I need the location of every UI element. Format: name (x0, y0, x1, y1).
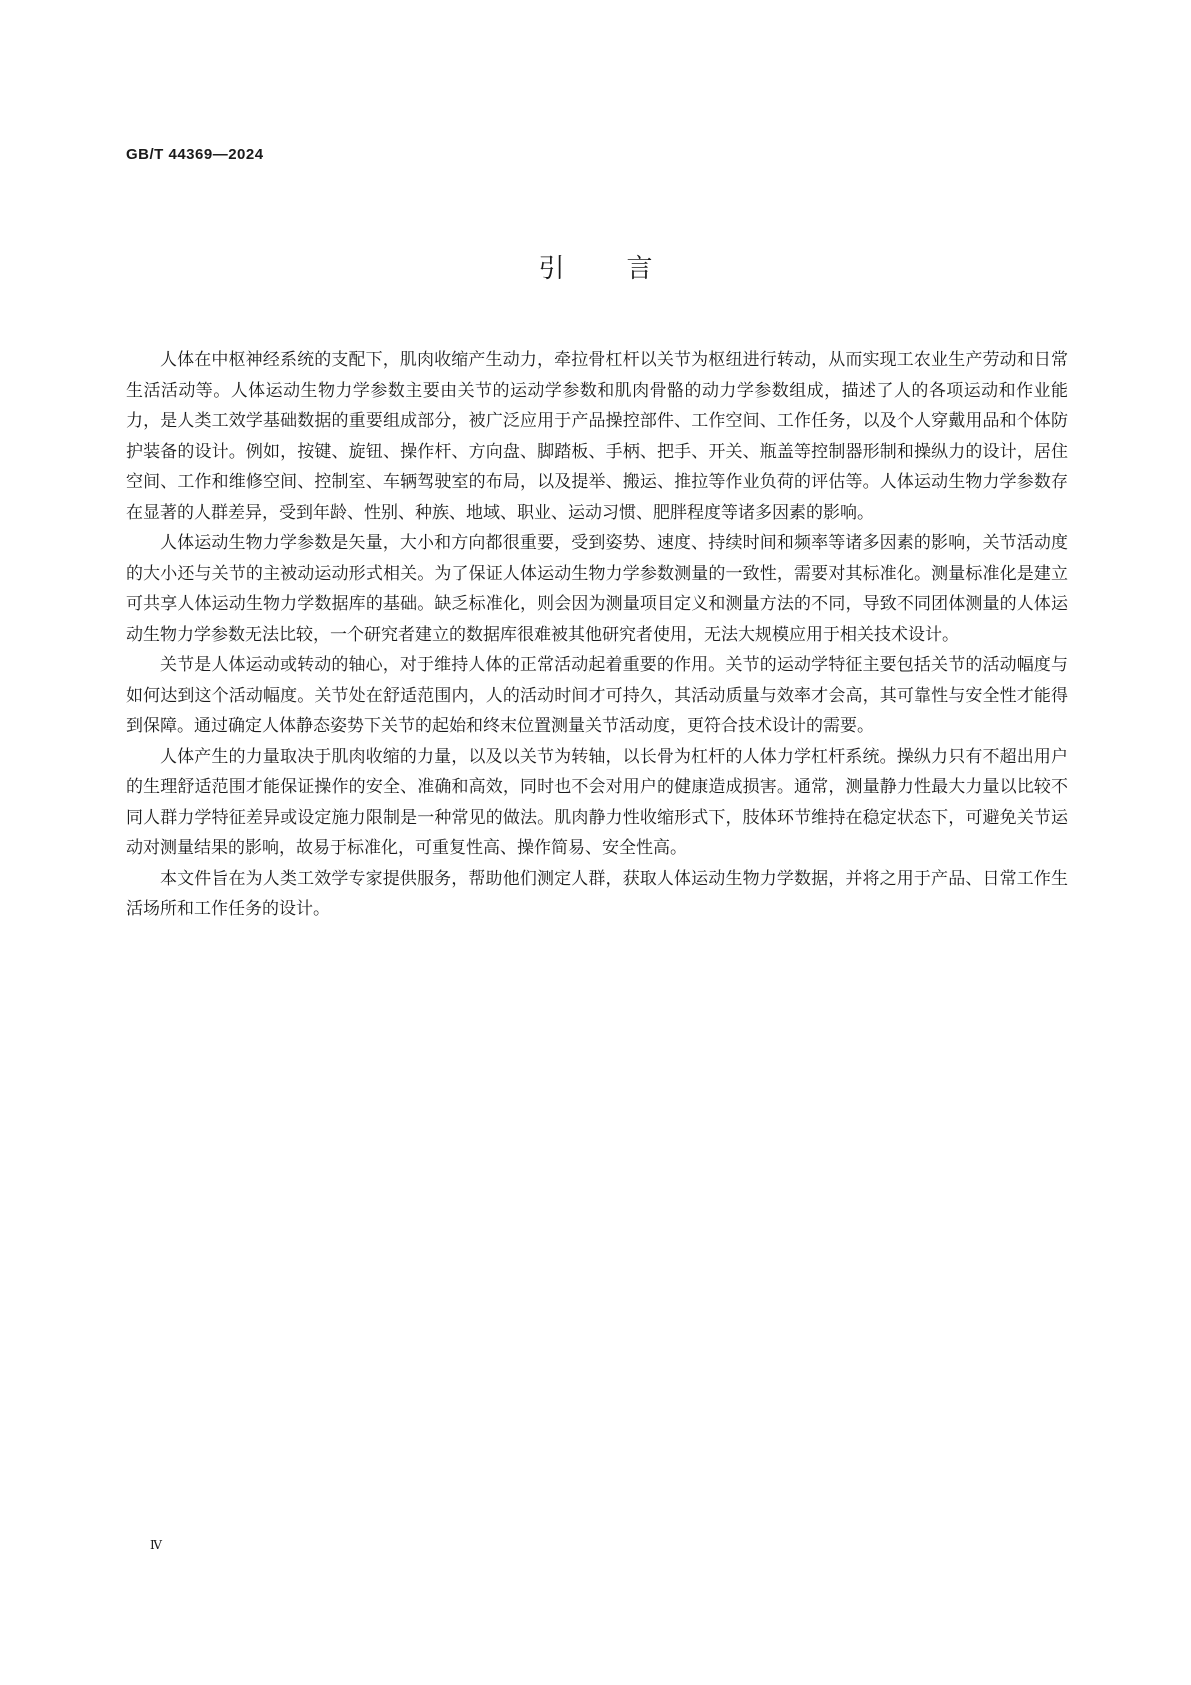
standard-code: GB/T 44369—2024 (126, 146, 264, 163)
page-number: Ⅳ (150, 1538, 162, 1552)
paragraph-2: 人体运动生物力学参数是矢量，大小和方向都很重要，受到姿势、速度、持续时间和频率等诸多因素的影响，关节活动度的大小还与关节的主被动运动形式相关。为了保证人体运动生物力学参数测量的一致性，需要对其标准化。测量标准化是建立可共享人体运动生物力学数据库的基础。缺乏标准化，则会因为测量项目定义和测量方法的不同，导致不同团体测量的人体运动生物力学参数无法比较，一个研究者建立的数据库很难被其他研究者使用，无法大规模应用于相关技术设计。 (126, 533, 1068, 645)
introduction-body (126, 345, 1068, 925)
paragraph-3: 关节是人体运动或转动的轴心，对于维持人体的正常活动起着重要的作用。关节的运动学特征主要包括关节的活动幅度与如何达到这个活动幅度。关节处在舒适范围内，人的活动时间才可持久，其活动质量与效率才会高，其可靠性与安全性才能得到保障。通过确定人体静态姿势下关节的起始和终末位置测量关节活动度，更符合技术设计的需要。 (126, 655, 1068, 736)
page-title: 引言 (538, 254, 715, 284)
paragraph-4: 人体产生的力量取决于肌肉收缩的力量，以及以关节为转轴，以长骨为杠杆的人体力学杠杆系统。操纵力只有不超出用户的生理舒适范围才能保证操作的安全、准确和高效，同时也不会对用户的健康造成损害。通常，测量静力性最大力量以比较不同人群力学特征差异或设定施力限制是一种常见的做法。肌肉静力性收缩形式下，肢体环节维持在稳定状态下，可避免关节运动对测量结果的影响，故易于标准化，可重复性高、操作简易、安全性高。 (126, 746, 1068, 858)
paragraph-1: 人体在中枢神经系统的支配下，肌肉收缩产生动力，牵拉骨杠杆以关节为枢纽进行转动，从而实现工农业生产劳动和日常生活活动等。人体运动生物力学参数主要由关节的运动学参数和肌肉骨骼的动力学参数组成，描述了人的各项运动和作业能力，是人类工效学基础数据的重要组成部分，被广泛应用于产品操控部件、工作空间、工作任务，以及个人穿戴用品和个体防护装备的设计。例如，按键、旋钮、操作杆、方向盘、脚踏板、手柄、把手、开关、瓶盖等控制器形制和操纵力的设计，居住空间、工作和维修空间、控制室、车辆驾驶室的布局，以及提举、搬运、推拉等作业负荷的评估等。人体运动生物力学参数存在显著的人群差异，受到年龄、性别、种族、地域、职业、运动习惯、肥胖程度等诸多因素的影响。 (126, 350, 1068, 523)
paragraph-5: 本文件旨在为人类工效学专家提供服务，帮助他们测定人群，获取人体运动生物力学数据，并将之用于产品、日常工作生活场所和工作任务的设计。 (126, 868, 1068, 919)
